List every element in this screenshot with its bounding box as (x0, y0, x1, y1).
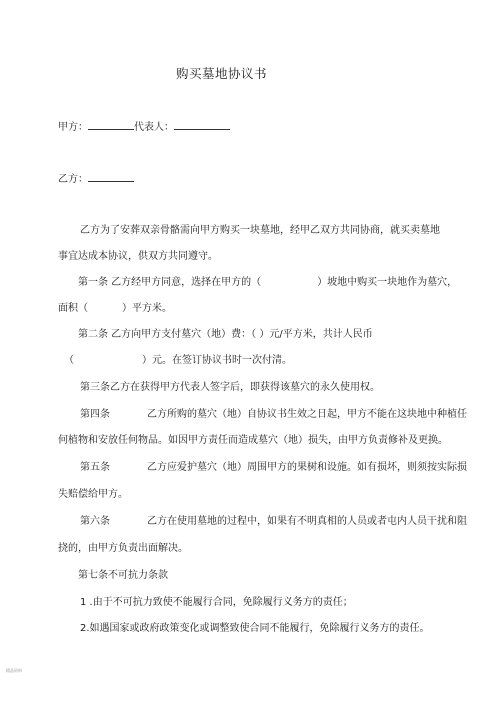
article-1-line-2 (58, 302, 172, 315)
article-3: 第三条乙方在获得甲方代表人签字后，即获得该墓穴的永久使用权。 (80, 382, 380, 393)
article-5-line-2: 失赔偿给甲方。 (58, 489, 128, 500)
article-4-line-2: 何植物和安放任何物品。如因甲方责任而造成墓穴（地）损失，由甲方负责修补及更换。 (58, 435, 448, 446)
document-title: 购买墓地协议书 (176, 66, 268, 81)
article-1-post: ）坡地中购买一块地作为墓穴， (317, 277, 458, 288)
article-5-line-1: 乙方应爱护墓穴（地）周围甲方的果树和设施。如有损坏，则须按实际损 (147, 462, 467, 473)
article-1-pre: 第一条 乙方经甲方同意，选择在甲方的（ (78, 277, 262, 288)
party-b-label: 乙方： (58, 174, 88, 185)
article-5-label: 第五条 (80, 462, 110, 473)
article-7-heading: 第七条不可抗力条款 (78, 570, 168, 581)
page-footer: 精品资料 (6, 668, 22, 673)
article-2-pre: （ (64, 355, 74, 366)
party-a-label: 甲方： (58, 122, 88, 133)
article-2-line-1: 第二条 乙方向甲方支付墓穴（地）费：（ ）元/平方米，共计人民币 (78, 329, 373, 340)
intro-line-1: 乙方为了安葬双亲骨骼需向甲方购买一块墓地，经甲乙双方共同协商，就买卖墓地 (80, 225, 440, 236)
representative-label: 代表人： (134, 122, 174, 133)
representative-blank (174, 119, 230, 130)
party-b-blank (88, 171, 134, 182)
party-a-line (58, 119, 230, 134)
article-6-line-1: 乙方在使用墓地的过程中，如果有不明真相的人员或者屯内人员干扰和阻 (147, 516, 467, 527)
party-a-blank (88, 119, 134, 130)
article-4-line-1: 乙方所购的墓穴（地）自协议书生效之日起，甲方不能在这块地中种植任 (147, 409, 467, 420)
party-b-line (58, 171, 134, 186)
article-4-label: 第四条 (80, 409, 110, 420)
article-7-clause-1: 1 .由于不可抗力致使不能履行合同，免除履行义务方的责任； (80, 597, 353, 608)
article-1-line-1 (78, 276, 457, 289)
article-7-clause-2: 2.如遇国家或政府政策变化或调整致使合同不能履行，免除履行义务方的责任。 (80, 623, 430, 634)
article-6-label: 第六条 (80, 516, 110, 527)
article-2-post: ）元。在签订协议书时一次付清。 (142, 355, 292, 366)
article-1-area-pre: 面积（ (58, 303, 88, 314)
article-6-line-2: 挠的，由甲方负责出面解决。 (58, 543, 188, 554)
article-2-line-2 (64, 354, 292, 367)
article-1-area-post: ）平方米。 (122, 303, 172, 314)
intro-line-2: 事宜达成本协议，供双方共同遵守。 (58, 251, 218, 262)
